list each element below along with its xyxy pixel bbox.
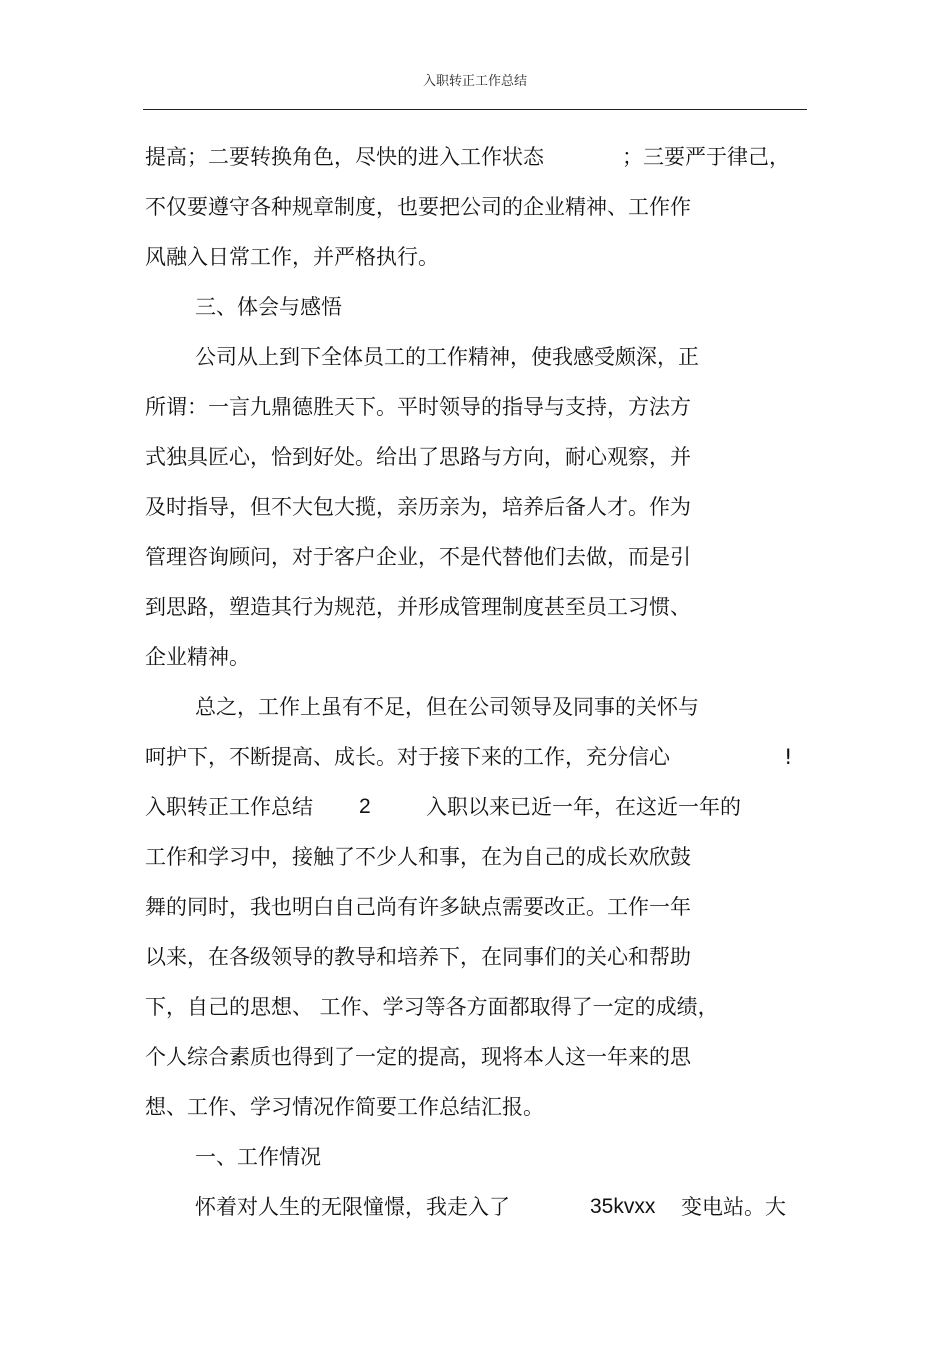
text-line: 总之，工作上虽有不足，但在公司领导及同事的关怀与 [195,695,699,719]
text-line: ；三要严于律己， [622,145,790,169]
text-line: 不仅要遵守各种规章制度，也要把公司的企业精神、工作作 [145,195,691,219]
text-line: 到思路，塑造其行为规范，并形成管理制度甚至员工习惯、 [145,595,691,619]
text-line: 公司从上到下全体员工的工作精神，使我感受颇深，正 [195,345,699,369]
section-heading: 三、体会与感悟 [195,295,342,319]
text-line: 及时指导，但不大包大揽，亲历亲为，培养后备人才。作为 [145,495,691,519]
text-line: 企业精神。 [145,645,250,669]
text-line: 所谓：一言九鼎德胜天下。平时领导的指导与支持，方法方 [145,395,691,419]
text-line: 下，自己的思想、 工作、学习等各方面都取得了一定的成绩， [145,995,719,1019]
text-line: ! [784,745,793,769]
text-line: 怀着对人生的无限憧憬，我走入了 [195,1195,510,1219]
text-line: 个人综合素质也得到了一定的提高，现将本人这一年来的思 [145,1045,691,1069]
text-line: 提高；二要转换角色，尽快的进入工作状态 [145,145,544,169]
text-line: 管理咨询顾问，对于客户企业，不是代替他们去做，而是引 [145,545,691,569]
text-line: 风融入日常工作，并严格执行。 [145,245,439,269]
text-line: 变电站。大 [681,1195,786,1219]
header-divider [143,109,807,110]
text-line: 工作和学习中，接触了不少人和事，在为自己的成长欢欣鼓 [145,845,691,869]
text-line: 35kvxx [590,1195,656,1218]
text-line: 式独具匠心，恰到好处。给出了思路与方向，耐心观察，并 [145,445,691,469]
text-line: 2 [359,795,371,818]
text-line: 舞的同时，我也明白自己尚有许多缺点需要改正。工作一年 [145,895,691,919]
text-line: 入职转正工作总结 [145,795,313,819]
page-header-title: 入职转正工作总结 [422,74,527,89]
text-line: 想、工作、学习情况作简要工作总结汇报。 [145,1095,544,1119]
section-heading: 一、工作情况 [195,1145,321,1169]
text-line: 入职以来已近一年，在这近一年的 [426,795,741,819]
text-line: 呵护下，不断提高、成长。对于接下来的工作，充分信心 [145,745,670,769]
text-line: 以来，在各级领导的教导和培养下，在同事们的关心和帮助 [145,945,691,969]
